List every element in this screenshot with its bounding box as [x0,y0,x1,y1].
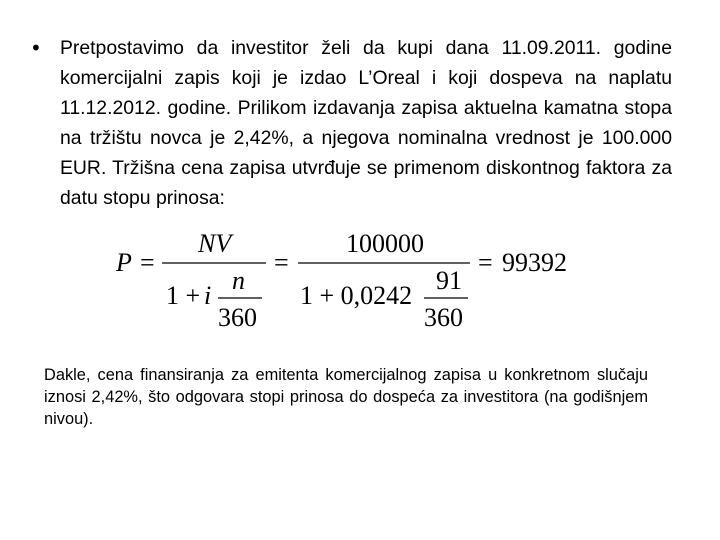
frac2-numerator: 100000 [346,229,424,258]
formula-lhs: P [116,248,132,277]
bullet-paragraph [30,33,672,213]
frac1-denominator-prefix: 1 + [166,281,201,310]
formula-eq-1: = [140,248,155,277]
formula-svg [110,222,590,338]
formula-result: 99392 [502,248,567,277]
frac1-denominator-var: i [204,281,212,310]
price-formula [110,222,590,338]
inner1-numerator: n [232,266,245,295]
frac2-denominator-prefix: 1 + 0,0242 [300,281,413,310]
formula-eq-2: = [274,248,289,277]
bullet-mark: • [30,36,42,60]
inner1-denominator: 360 [218,303,257,332]
frac1-numerator: NV [198,229,232,258]
problem-statement: Pretpostavimo da investitor želi da kupi dana 11.09.2011. godine komercijalni zapis koji je izdao L’Oreal i koji dospeva na naplatu 11.12.2012. godine. Prilikom izdavanja zapisa aktuelna kamatna stopa na tržištu novca je 2,42%, a njegova nominalna vrednost je 100.000 EUR. Tržišna cena zapisa utvrđuje se primenom diskontnog faktora za datu stopu prinosa: [60,37,672,209]
formula-eq-3: = [478,248,493,277]
conclusion-paragraph: Dakle, cena finansiranja za emitenta komercijalnog zapisa u konkretnom slučaju iznosi 2,42%, što odgovara stopi prinosa do dospeća za investitora (na godišnjem nivou). [44,366,648,428]
inner2-numerator: 91 [436,266,462,295]
inner2-denominator: 360 [424,303,463,332]
